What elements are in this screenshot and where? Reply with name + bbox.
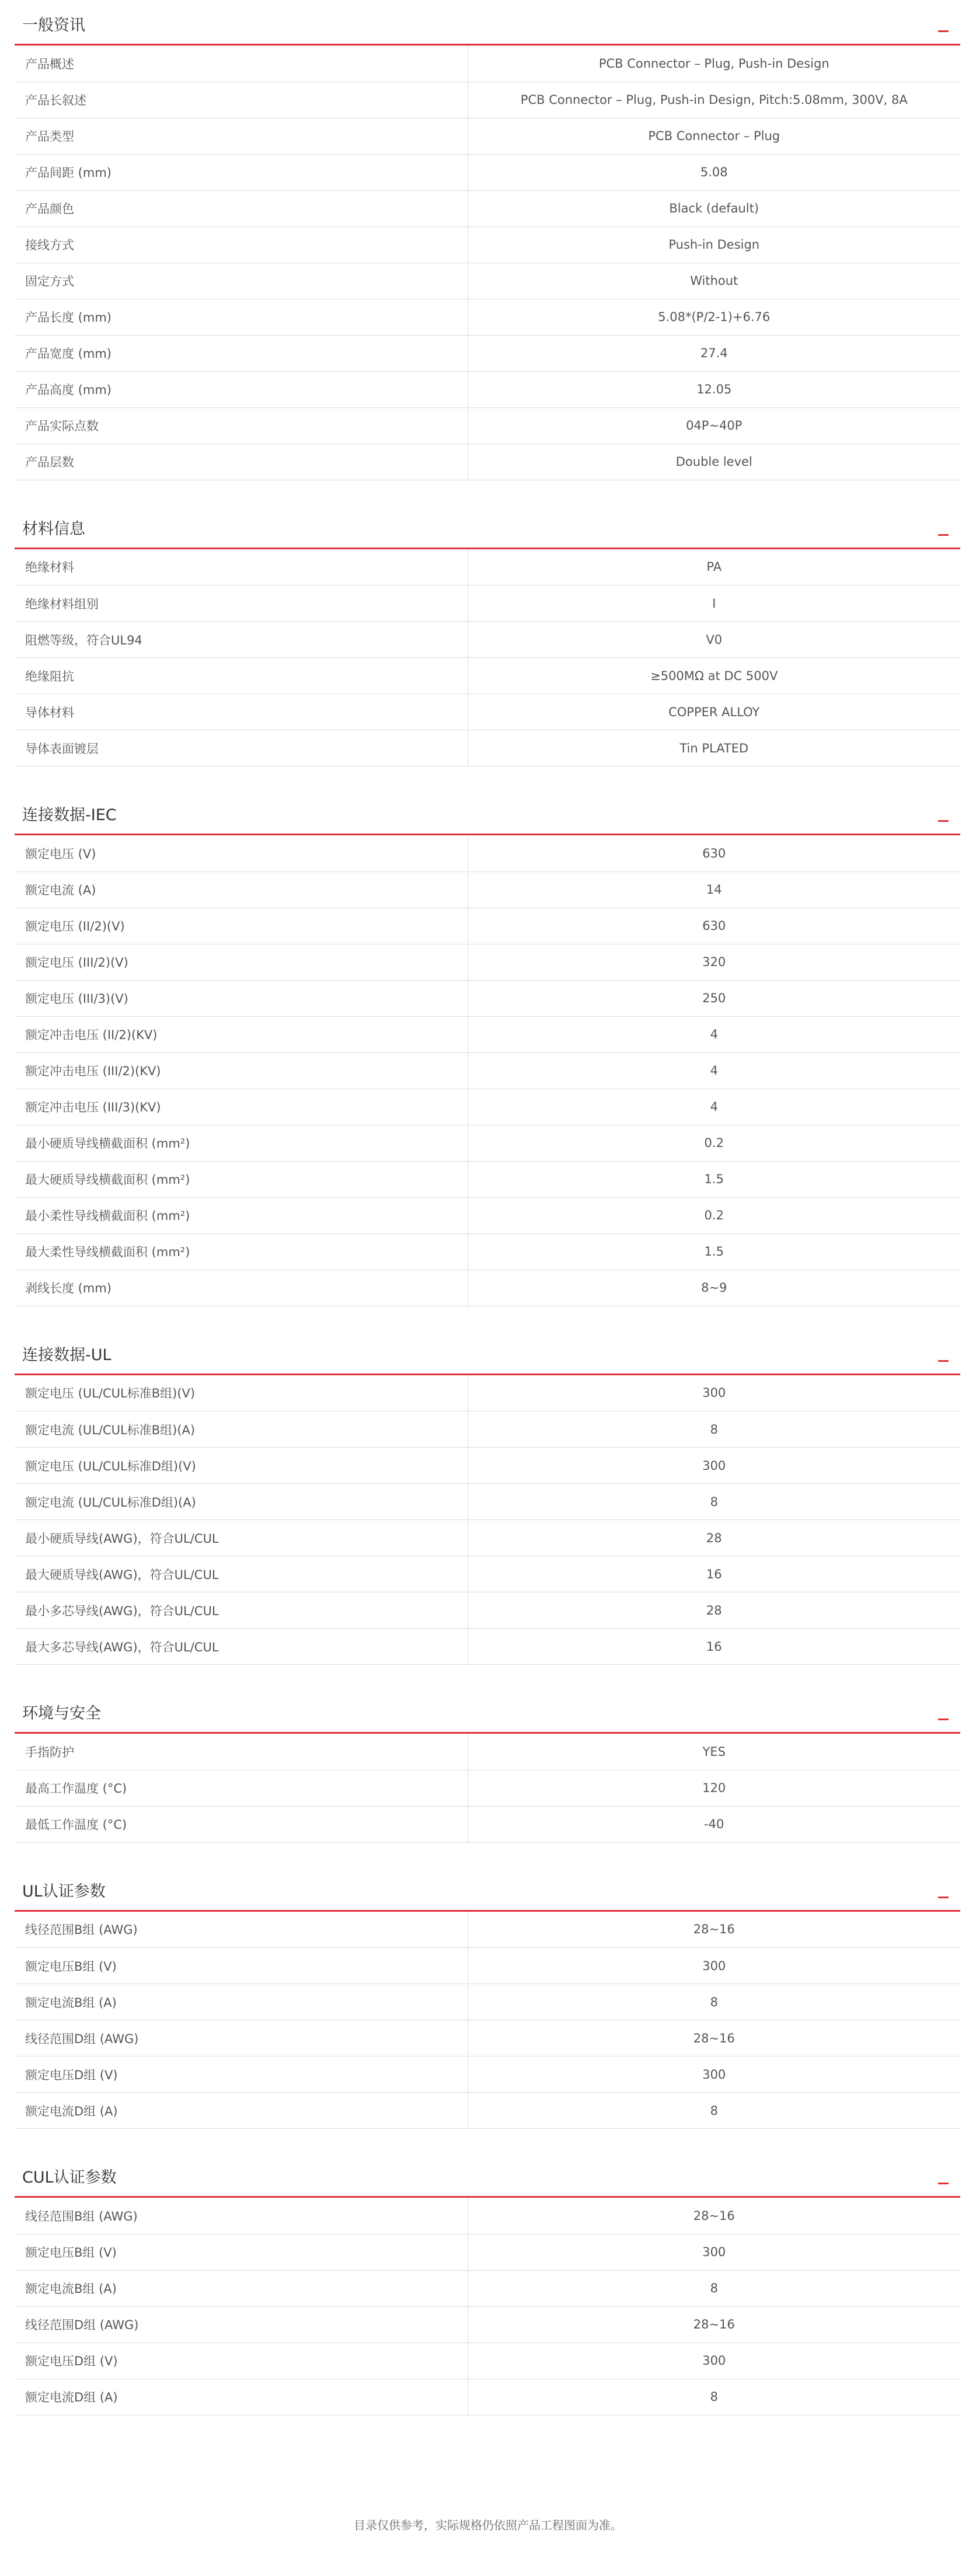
section-gap xyxy=(15,2415,960,2439)
collapse-minus-icon[interactable] xyxy=(938,1360,949,1362)
table-row xyxy=(15,1520,960,1556)
spec-label: 接线方式 xyxy=(15,226,468,263)
spec-value: 300 xyxy=(468,1375,960,1411)
spec-value: 28 xyxy=(468,1592,960,1629)
table-row xyxy=(15,2198,960,2234)
section-header xyxy=(15,1330,960,1375)
spec-label: 额定冲击电压 (II/2)(KV) xyxy=(15,1016,468,1052)
table-row xyxy=(15,1629,960,1665)
spec-value: 5.08*(P/2-1)+6.76 xyxy=(468,299,960,335)
collapse-minus-icon[interactable] xyxy=(938,30,949,32)
spec-value: 0.2 xyxy=(468,1197,960,1233)
table-row xyxy=(15,190,960,226)
table-row xyxy=(15,444,960,480)
spec-label: 额定电流D组 (A) xyxy=(15,2093,468,2129)
spec-value: 8 xyxy=(468,1411,960,1448)
table-row xyxy=(15,2306,960,2343)
spec-label: 绝缘阻抗 xyxy=(15,658,468,694)
spec-value: 630 xyxy=(468,835,960,872)
section-gap xyxy=(15,766,960,790)
spec-value: 12.05 xyxy=(468,371,960,407)
table-row xyxy=(15,1125,960,1161)
spec-value: 8~9 xyxy=(468,1270,960,1306)
spec-value: 120 xyxy=(468,1770,960,1806)
spec-value: 5.08 xyxy=(468,154,960,190)
section-title: 材料信息 xyxy=(22,520,85,538)
spec-label: 产品间距 (mm) xyxy=(15,154,468,190)
table-row xyxy=(15,730,960,766)
spec-label: 产品概述 xyxy=(15,46,468,82)
table-row xyxy=(15,1592,960,1629)
spec-section xyxy=(15,1688,960,1843)
spec-value: PA xyxy=(468,549,960,585)
spec-label: 最大硬质导线(AWG)，符合UL/CUL xyxy=(15,1556,468,1592)
table-row xyxy=(15,1089,960,1125)
table-row xyxy=(15,872,960,908)
collapse-minus-icon[interactable] xyxy=(938,534,949,536)
table-row xyxy=(15,1411,960,1448)
spec-label: 产品类型 xyxy=(15,118,468,154)
spec-value: 300 xyxy=(468,1948,960,1984)
table-row xyxy=(15,1948,960,1984)
section-gap xyxy=(15,1843,960,1866)
table-row xyxy=(15,1052,960,1089)
spec-value: 300 xyxy=(468,2056,960,2093)
table-row xyxy=(15,980,960,1016)
table-row xyxy=(15,335,960,371)
spec-value: V0 xyxy=(468,622,960,658)
table-row xyxy=(15,2379,960,2415)
table-row xyxy=(15,2343,960,2379)
spec-value: 28 xyxy=(468,1520,960,1556)
table-row xyxy=(15,1197,960,1233)
spec-label: 额定电流 (UL/CUL标准B组)(A) xyxy=(15,1411,468,1448)
spec-label: 剥线长度 (mm) xyxy=(15,1270,468,1306)
spec-value: 04P~40P xyxy=(468,407,960,444)
spec-label: 线径范围D组 (AWG) xyxy=(15,2306,468,2343)
collapse-minus-icon[interactable] xyxy=(938,2183,949,2184)
spec-value: PCB Connector – Plug xyxy=(468,118,960,154)
spec-section xyxy=(15,2152,960,2415)
table-row xyxy=(15,549,960,585)
spec-label: 绝缘材料组别 xyxy=(15,585,468,622)
collapse-minus-icon[interactable] xyxy=(938,1719,949,1720)
table-row xyxy=(15,2056,960,2093)
spec-value: 1.5 xyxy=(468,1233,960,1270)
table-row xyxy=(15,371,960,407)
table-row xyxy=(15,1556,960,1592)
spec-table xyxy=(15,1912,960,2129)
table-row xyxy=(15,299,960,335)
spec-label: 额定电压D组 (V) xyxy=(15,2343,468,2379)
section-gap xyxy=(15,1665,960,1688)
section-header xyxy=(15,1866,960,1912)
table-row xyxy=(15,1448,960,1484)
table-row xyxy=(15,1375,960,1411)
table-row xyxy=(15,226,960,263)
spec-label: 额定电压 (II/2)(V) xyxy=(15,908,468,944)
spec-value: 1.5 xyxy=(468,1161,960,1197)
spec-value: 300 xyxy=(468,2343,960,2379)
section-title: UL认证参数 xyxy=(22,1882,106,1901)
collapse-minus-icon[interactable] xyxy=(938,820,949,822)
spec-value: YES xyxy=(468,1734,960,1770)
spec-value: 250 xyxy=(468,980,960,1016)
spec-value: 16 xyxy=(468,1556,960,1592)
table-row xyxy=(15,585,960,622)
spec-table xyxy=(15,835,960,1306)
table-row xyxy=(15,1912,960,1948)
spec-value: 300 xyxy=(468,2234,960,2270)
section-title: 连接数据-IEC xyxy=(22,806,117,824)
spec-value: 0.2 xyxy=(468,1125,960,1161)
spec-label: 产品高度 (mm) xyxy=(15,371,468,407)
spec-label: 额定电压 (III/3)(V) xyxy=(15,980,468,1016)
spec-label: 导体表面镀层 xyxy=(15,730,468,766)
spec-value: 8 xyxy=(468,2379,960,2415)
spec-label: 线径范围D组 (AWG) xyxy=(15,2020,468,2056)
table-row xyxy=(15,154,960,190)
spec-label: 额定冲击电压 (III/3)(KV) xyxy=(15,1089,468,1125)
spec-section xyxy=(15,1866,960,2129)
spec-value: COPPER ALLOY xyxy=(468,694,960,730)
table-row xyxy=(15,2234,960,2270)
spec-table xyxy=(15,1734,960,1843)
table-row xyxy=(15,407,960,444)
spec-value: 8 xyxy=(468,1984,960,2020)
table-row xyxy=(15,908,960,944)
table-row xyxy=(15,46,960,82)
spec-label: 产品层数 xyxy=(15,444,468,480)
table-row xyxy=(15,658,960,694)
table-row xyxy=(15,1734,960,1770)
section-header xyxy=(15,0,960,46)
table-row xyxy=(15,2270,960,2306)
spec-label: 导体材料 xyxy=(15,694,468,730)
table-row xyxy=(15,2020,960,2056)
spec-value: -40 xyxy=(468,1806,960,1842)
spec-label: 最高工作温度 (°C) xyxy=(15,1770,468,1806)
table-row xyxy=(15,1806,960,1842)
disclaimer-note: 目录仅供参考，实际规格仍依照产品工程图面为准。 xyxy=(354,2518,622,2532)
spec-value: 16 xyxy=(468,1629,960,1665)
section-header xyxy=(15,504,960,549)
spec-value: 4 xyxy=(468,1089,960,1125)
spec-label: 额定电压B组 (V) xyxy=(15,1948,468,1984)
spec-label: 额定电压 (III/2)(V) xyxy=(15,944,468,980)
section-title: CUL认证参数 xyxy=(22,2169,117,2187)
spec-table xyxy=(15,1375,960,1665)
spec-label: 固定方式 xyxy=(15,263,468,299)
table-row xyxy=(15,694,960,730)
spec-value: ≥500MΩ at DC 500V xyxy=(468,658,960,694)
spec-label: 最小多芯导线(AWG)，符合UL/CUL xyxy=(15,1592,468,1629)
spec-section xyxy=(15,504,960,767)
section-title: 一般资讯 xyxy=(22,16,85,34)
spec-label: 额定电压 (UL/CUL标准B组)(V) xyxy=(15,1375,468,1411)
spec-value: Black (default) xyxy=(468,190,960,226)
spec-value: 28~16 xyxy=(468,1912,960,1948)
spec-section xyxy=(15,790,960,1306)
spec-value: 630 xyxy=(468,908,960,944)
spec-value: 28~16 xyxy=(468,2198,960,2234)
section-gap xyxy=(15,480,960,504)
section-title: 环境与安全 xyxy=(22,1704,101,1723)
spec-value: 28~16 xyxy=(468,2306,960,2343)
spec-page xyxy=(15,0,960,2439)
spec-label: 产品颜色 xyxy=(15,190,468,226)
spec-table xyxy=(15,2198,960,2415)
spec-section xyxy=(15,0,960,480)
spec-table xyxy=(15,549,960,767)
spec-label: 额定冲击电压 (III/2)(KV) xyxy=(15,1052,468,1089)
spec-label: 额定电流 (A) xyxy=(15,872,468,908)
table-row xyxy=(15,263,960,299)
spec-value: Push-in Design xyxy=(468,226,960,263)
spec-value: 4 xyxy=(468,1016,960,1052)
section-header xyxy=(15,790,960,835)
section-gap xyxy=(15,1306,960,1330)
spec-value: 8 xyxy=(468,2093,960,2129)
table-row xyxy=(15,835,960,872)
section-title: 连接数据-UL xyxy=(22,1345,111,1364)
spec-table xyxy=(15,46,960,480)
spec-label: 最大柔性导线横截面积 (mm²) xyxy=(15,1233,468,1270)
spec-value: I xyxy=(468,585,960,622)
spec-label: 阻燃等级，符合UL94 xyxy=(15,622,468,658)
spec-value: 14 xyxy=(468,872,960,908)
spec-value: Double level xyxy=(468,444,960,480)
spec-label: 额定电流 (UL/CUL标准D组)(A) xyxy=(15,1484,468,1520)
spec-label: 额定电压 (V) xyxy=(15,835,468,872)
table-row xyxy=(15,1984,960,2020)
spec-value: 320 xyxy=(468,944,960,980)
spec-label: 额定电流B组 (A) xyxy=(15,1984,468,2020)
spec-value: PCB Connector – Plug, Push-in Design, Pitch:5.08mm, 300V, 8A xyxy=(468,82,960,118)
spec-label: 额定电压 (UL/CUL标准D组)(V) xyxy=(15,1448,468,1484)
spec-label: 绝缘材料 xyxy=(15,549,468,585)
table-row xyxy=(15,2093,960,2129)
spec-section xyxy=(15,1330,960,1665)
section-header xyxy=(15,1688,960,1734)
table-row xyxy=(15,1770,960,1806)
spec-value: 300 xyxy=(468,1448,960,1484)
spec-label: 产品宽度 (mm) xyxy=(15,335,468,371)
table-row xyxy=(15,1484,960,1520)
spec-value: 27.4 xyxy=(468,335,960,371)
spec-value: Without xyxy=(468,263,960,299)
spec-value: 28~16 xyxy=(468,2020,960,2056)
spec-label: 最小柔性导线横截面积 (mm²) xyxy=(15,1197,468,1233)
table-row xyxy=(15,1270,960,1306)
spec-label: 额定电流D组 (A) xyxy=(15,2379,468,2415)
spec-label: 产品长叙述 xyxy=(15,82,468,118)
spec-label: 最小硬质导线(AWG)，符合UL/CUL xyxy=(15,1520,468,1556)
spec-label: 额定电压B组 (V) xyxy=(15,2234,468,2270)
spec-label: 额定电流B组 (A) xyxy=(15,2270,468,2306)
spec-label: 手指防护 xyxy=(15,1734,468,1770)
table-row xyxy=(15,118,960,154)
spec-value: PCB Connector – Plug, Push-in Design xyxy=(468,46,960,82)
table-row xyxy=(15,1016,960,1052)
spec-label: 产品长度 (mm) xyxy=(15,299,468,335)
spec-value: 8 xyxy=(468,2270,960,2306)
spec-label: 最大硬质导线横截面积 (mm²) xyxy=(15,1161,468,1197)
spec-label: 线径范围B组 (AWG) xyxy=(15,1912,468,1948)
spec-label: 线径范围B组 (AWG) xyxy=(15,2198,468,2234)
spec-label: 最低工作温度 (°C) xyxy=(15,1806,468,1842)
spec-label: 产品实际点数 xyxy=(15,407,468,444)
section-header xyxy=(15,2152,960,2198)
spec-value: 8 xyxy=(468,1484,960,1520)
spec-value: Tin PLATED xyxy=(468,730,960,766)
section-gap xyxy=(15,2129,960,2152)
table-row xyxy=(15,1161,960,1197)
collapse-minus-icon[interactable] xyxy=(938,1897,949,1898)
table-row xyxy=(15,944,960,980)
spec-label: 最大多芯导线(AWG)，符合UL/CUL xyxy=(15,1629,468,1665)
spec-label: 最小硬质导线横截面积 (mm²) xyxy=(15,1125,468,1161)
table-row xyxy=(15,622,960,658)
table-row xyxy=(15,82,960,118)
table-row xyxy=(15,1233,960,1270)
spec-label: 额定电压D组 (V) xyxy=(15,2056,468,2093)
spec-value: 4 xyxy=(468,1052,960,1089)
